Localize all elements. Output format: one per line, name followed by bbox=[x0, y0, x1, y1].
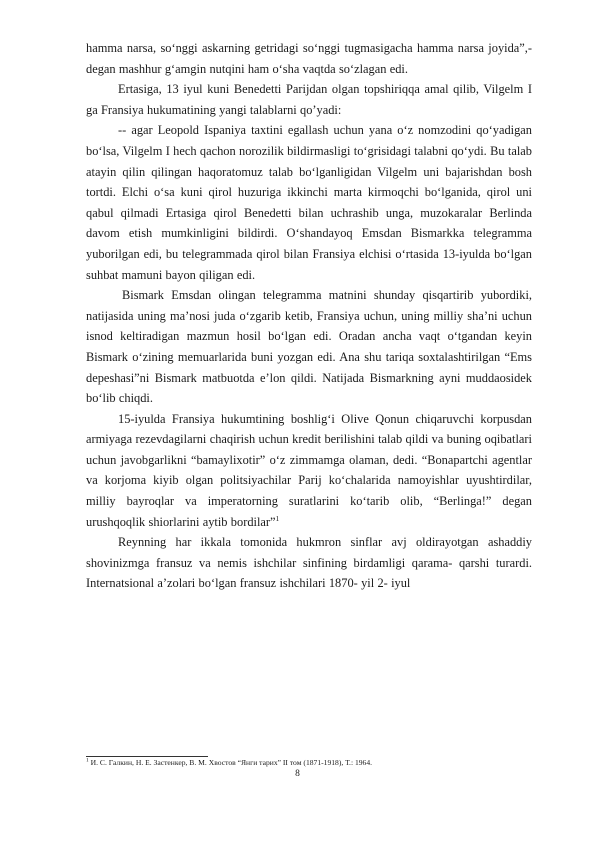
footnote-text: И. С. Галкин, Н. Е. Застенкер, В. М. Хвостов “Янги тарих” II том (1871-1918), Т.: 1964. bbox=[88, 758, 373, 767]
page-number: 8 bbox=[295, 769, 300, 779]
paragraph: Bismark Emsdan olingan telegramma matnini shunday qisqartirib yubordiki, natijasida uning ma’nosi juda o‘zgarib ketib, Fransiya uchun, uning milliy sha’ni uchun isnod keltiradigan mazmun hosil bo‘lgan edi. Oradan ancha vaqt o‘tgandan keyin Bismark o‘zining memuarlarida buni yozgan edi. Ana shu tariqa soxtalashtirilgan “Ems depeshasi”ni Bismark matbuotda e’lon qildi. Natijada Bismarkning ayni muddaosidek bo‘lib chiqdi. bbox=[86, 288, 532, 406]
footnote-marker: 1 bbox=[86, 757, 89, 764]
paragraph: Reynning har ikkala tomonida hukmron sinflar avj oldirayotgan ashaddiy shovinizmga fransuz va nemis ishchilar sinfining birdamligi qarama- qarshi turardi. Internatsional a’zolari bo‘lgan fransuz ishchilari 1870- yil 2- iyul bbox=[86, 535, 532, 591]
document-body bbox=[86, 38, 532, 594]
paragraph: -- agar Leopold Ispaniya taxtini egallash uchun yana o‘z nomzodini qo‘yadigan bo‘lsa, Vilgelm I hech qachon norozilik bildirmasligi to‘grisidagi talabni qo‘ydi. Bu talab atayin qilin qilingan haqoratomuz talab bo‘lganligidan Vilgelm uni bajarishdan bosh tortdi. Elchi o‘sa kuni qirol huzuriga ikkinchi marta kirmoqchi bo‘lganida, qirol uni qabul qilmadi Ertasiga qirol Benedetti bilan uchrashib unga, muzokaralar Berlinda davom etish mumkinligini bildirdi. O‘shandayoq Emsdan Bismarkka telegramma yuborilgan edi, bu telegrammada qirol bilan Fransiya elchisi o‘rtasida 13-iyulda bo‘lgan suhbat mamuni bayon qiligan edi. bbox=[86, 123, 532, 282]
paragraph-continued: hamma narsa, so‘nggi askarning getridagi so‘nggi tugmasigacha hamma narsa joyida”,-degan mashhur g‘amgin nutqini ham o‘sha vaqtda so‘zlagan edi. bbox=[86, 41, 532, 76]
footnote bbox=[86, 758, 532, 768]
paragraph: Ertasiga, 13 iyul kuni Benedetti Parijdan olgan topshiriqqa amal qilib, Vilgelm I ga Fransiya hukumatining yangi talablarni qo’yadi: bbox=[86, 82, 532, 117]
footnote-reference[interactable]: 1 bbox=[275, 513, 280, 523]
paragraph-with-footnote bbox=[86, 409, 532, 533]
footnote-separator bbox=[86, 756, 208, 757]
paragraph-text: 15-iyulda Fransiya hukumtining boshlig‘i Olive Qonun chiqaruvchi korpusdan armiyaga rezevdagilarni chaqirish uchun kredit berilishini talab qildi va buning oqibatlari uchun javobgarlikni “bamaylixotir” o‘z zimmamga olaman, dedi. “Bonapartchi agentlar va korjoma kiyib olgan politsiyachilar Parij ko‘chalarida namoyishlar uyushtirdilar, milliy bayroqlar va imperatorning suratlarini ko‘tarib olib, “Berlinga!” degan urushqoqlik shiorlarini aytib bordilar” bbox=[86, 411, 532, 529]
